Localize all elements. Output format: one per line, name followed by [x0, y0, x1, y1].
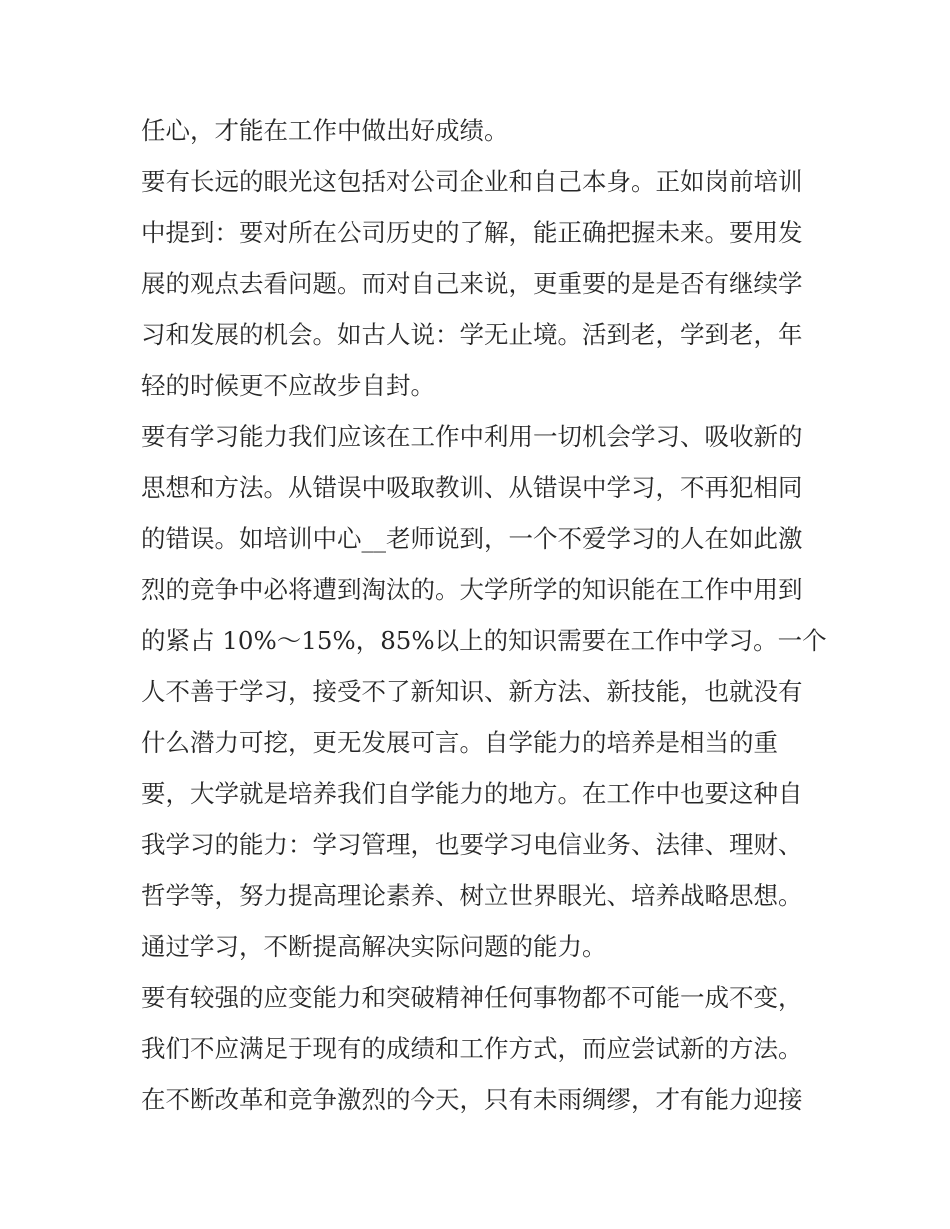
text-line: 什么潜力可挖，更无发展可言。自学能力的培养是相当的重 — [141, 728, 778, 757]
text-line: 习和发展的机会。如古人说：学无止境。活到老，学到老，年 — [141, 320, 803, 349]
text-line: 要有长远的眼光这包括对公司企业和自己本身。正如岗前培训 — [141, 167, 803, 196]
text-line: 我们不应满足于现有的成绩和工作方式，而应尝试新的方法。 — [141, 1034, 803, 1063]
text-line: 轻的时候更不应故步自封。 — [141, 371, 435, 400]
text-line: 中提到：要对所在公司历史的了解，能正确把握未来。要用发 — [141, 218, 803, 247]
text-line: 要，大学就是培养我们自学能力的地方。在工作中也要这种自 — [141, 779, 803, 808]
text-line: 思想和方法。从错误中吸取教训、从错误中学习，不再犯相同 — [141, 473, 803, 502]
body-text — [141, 105, 827, 1125]
text-line: 我学习的能力：学习管理，也要学习电信业务、法律、理财、 — [141, 830, 803, 859]
text-line: 的错误。如培训中心__老师说到，一个不爱学习的人在如此激 — [141, 524, 803, 553]
text-line: 展的观点去看问题。而对自己来说，更重要的是是否有继续学 — [141, 269, 803, 298]
text-line: 在不断改革和竞争激烈的今天，只有未雨绸缪，才有能力迎接 — [141, 1085, 803, 1114]
text-line: 的紧占 10%～15%，85%以上的知识需要在工作中学习。一个 — [141, 626, 827, 655]
text-line: 通过学习，不断提高解决实际问题的能力。 — [141, 932, 607, 961]
text-line: 任心，才能在工作中做出好成绩。 — [141, 116, 509, 145]
text-line: 烈的竞争中必将遭到淘汰的。大学所学的知识能在工作中用到 — [141, 575, 803, 604]
text-line: 要有较强的应变能力和突破精神任何事物都不可能一成不变， — [141, 983, 803, 1012]
text-line: 人不善于学习，接受不了新知识、新方法、新技能，也就没有 — [141, 677, 803, 706]
text-line: 要有学习能力我们应该在工作中利用一切机会学习、吸收新的 — [141, 422, 803, 451]
text-line: 哲学等，努力提高理论素养、树立世界眼光、培养战略思想。 — [141, 881, 803, 910]
